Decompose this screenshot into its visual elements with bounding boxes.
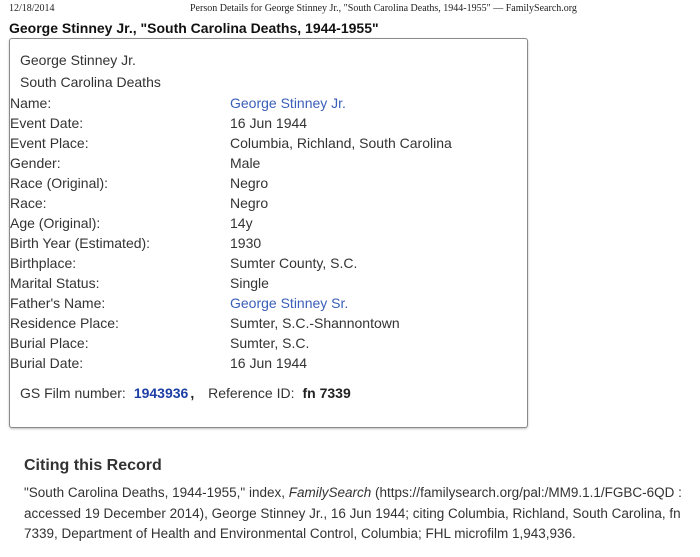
fact-label: Father's Name:	[10, 295, 106, 311]
fact-row-4	[10, 173, 527, 193]
record-card	[9, 38, 528, 428]
fact-label: Burial Date:	[10, 355, 84, 371]
fact-label: Birthplace:	[10, 255, 77, 271]
fact-value: Sumter, S.C.	[230, 335, 310, 351]
fact-value-link[interactable]: George Stinney Jr.	[230, 95, 346, 111]
fact-row-9	[10, 273, 527, 293]
fact-value-link[interactable]: George Stinney Sr.	[230, 295, 349, 311]
fact-label: Birth Year (Estimated):	[10, 235, 151, 251]
fact-row-11	[10, 313, 527, 333]
fact-value: 14y	[230, 215, 253, 231]
record-facts-list	[10, 93, 527, 373]
fact-value: 16 Jun 1944	[230, 115, 308, 131]
print-page-title: Person Details for George Stinney Jr., "South Carolina Deaths, 1944-1955" — FamilySearch.org	[190, 3, 577, 14]
record-person-name: George Stinney Jr.	[20, 52, 136, 68]
citation-line-1	[24, 483, 700, 504]
film-number-link[interactable]: 1943936	[133, 385, 189, 401]
citation-source-title: FamilySearch	[288, 485, 372, 500]
fact-row-2	[10, 133, 527, 153]
fact-row-13	[10, 353, 527, 373]
print-date: 12/18/2014	[9, 3, 55, 14]
fact-label: Marital Status:	[10, 275, 100, 291]
fact-value: Sumter, S.C.-Shannontown	[230, 315, 400, 331]
citation-heading: Citing this Record	[24, 457, 162, 474]
fact-row-0	[10, 93, 527, 113]
fact-row-5	[10, 193, 527, 213]
fact-value: Negro	[230, 175, 269, 191]
fact-value: Columbia, Richland, South Carolina	[230, 135, 452, 151]
fact-value: Sumter County, S.C.	[230, 255, 358, 271]
fact-value: 16 Jun 1944	[230, 355, 308, 371]
fact-label: Gender:	[10, 155, 61, 171]
fact-row-3	[10, 153, 527, 173]
fact-row-10	[10, 293, 527, 313]
citation-text	[24, 483, 700, 545]
fact-value: Male	[230, 155, 261, 171]
fact-label: Event Date:	[10, 115, 84, 131]
fact-label: Residence Place:	[10, 315, 119, 331]
film-number-comma: ,	[190, 385, 195, 401]
fact-row-12	[10, 333, 527, 353]
fact-label: Age (Original):	[10, 215, 101, 231]
fact-value: Negro	[230, 195, 269, 211]
reference-id-label: Reference ID:	[208, 385, 295, 401]
fact-value: Single	[230, 275, 269, 291]
fact-label: Name:	[10, 95, 52, 111]
fact-row-8	[10, 253, 527, 273]
citation-line-1-end: (https://familysearch.org/pal:/MM9.1.1/FGBC-6QD :	[371, 485, 682, 500]
reference-id-value: fn 7339	[302, 385, 351, 401]
fact-value: 1930	[230, 235, 262, 251]
fact-row-1	[10, 113, 527, 133]
citation-line-3: 7339, Department of Health and Environmental Control, Columbia; FHL microfilm 1,943,936.	[24, 526, 576, 541]
record-collection-name: South Carolina Deaths	[20, 74, 161, 90]
citation-line-1-start: "South Carolina Deaths, 1944-1955," index,	[24, 485, 289, 500]
film-info	[20, 385, 351, 401]
fact-label: Race:	[10, 195, 47, 211]
fact-label: Event Place:	[10, 135, 89, 151]
fact-label: Burial Place:	[10, 335, 89, 351]
fact-label: Race (Original):	[10, 175, 109, 191]
citation-line-2: accessed 19 December 2014), George Stinney Jr., 16 Jun 1944; citing Columbia, Richland, South Carolina, fn	[24, 505, 681, 521]
print-header	[0, 3, 700, 17]
fact-row-7	[10, 233, 527, 253]
fact-row-6	[10, 213, 527, 233]
page-title: George Stinney Jr., "South Carolina Deaths, 1944-1955"	[9, 20, 379, 36]
film-number-label: GS Film number:	[20, 385, 126, 401]
